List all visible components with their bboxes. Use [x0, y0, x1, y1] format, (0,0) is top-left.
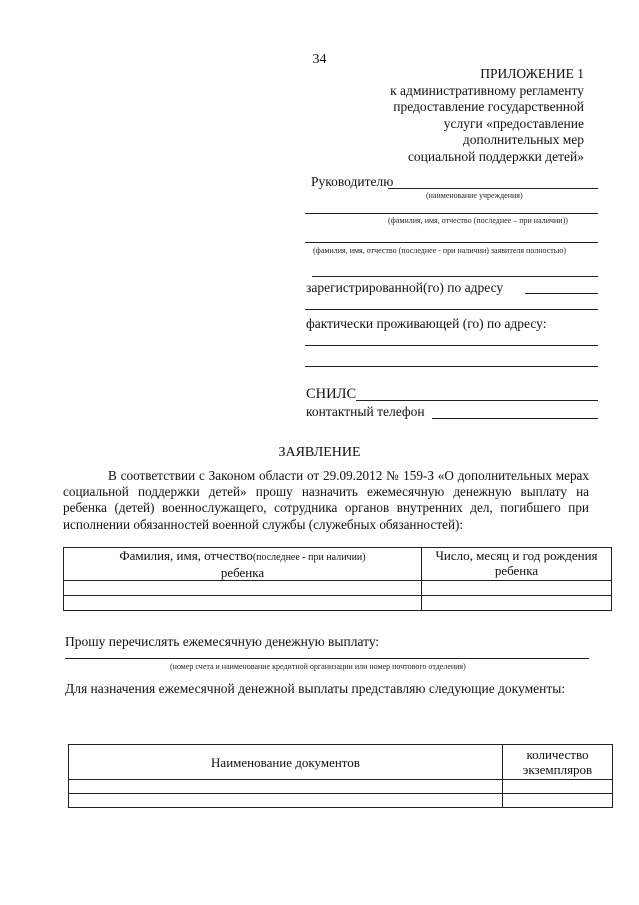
registered-field[interactable] — [525, 293, 598, 294]
actual-field-2[interactable] — [305, 366, 598, 367]
blank-line[interactable] — [312, 276, 598, 277]
actual-label: фактически проживающей (го) по адресу: — [306, 316, 547, 331]
children-col1-header — [64, 548, 422, 581]
children-col2-line2: ребенка — [494, 563, 539, 578]
children-col1-small: (последнее - при наличии) — [252, 552, 366, 563]
appendix-line: социальной поддержки детей» — [407, 148, 584, 164]
registered-field-2[interactable] — [305, 309, 598, 310]
transfer-hint: (номер счета и наименование кредитной организации или номер почтового отделения) — [170, 662, 466, 671]
table-cell[interactable] — [422, 596, 612, 611]
table-cell[interactable] — [69, 794, 503, 808]
page-number: 34 — [312, 52, 327, 67]
children-col2-line1: Число, месяц и год рождения — [435, 548, 598, 563]
head-field[interactable] — [388, 188, 598, 189]
documents-intro: Для назначения ежемесячной денежной выплаты представляю следующие документы: — [65, 681, 566, 696]
children-col1-tail: ребенка — [220, 565, 265, 580]
appendix-line: дополнительных мер — [462, 132, 584, 147]
registered-label: зарегистрированной(го) по адресу — [306, 280, 504, 295]
table-cell[interactable] — [503, 794, 613, 808]
transfer-field[interactable] — [65, 658, 589, 659]
table-cell[interactable] — [422, 581, 612, 596]
main-paragraph: В соответствии с Законом области от 29.09.2012 № 159-З «О дополнительных мерах социальной поддержки детей» прошу назначить ежемесячную денежную выплату на ребенка (детей) военнослужащего, сотрудника органов внутренних дел, погибшего при исполнении обязанностей военной службы (служебных обязанностей): — [63, 468, 589, 532]
fio-hint: (фамилия, имя, отчество (последнее – при наличии)) — [388, 216, 568, 225]
applicant-hint: (фамилия, имя, отчество (последнее - при наличии) заявителя полностью) — [313, 246, 567, 255]
fio-field[interactable] — [305, 213, 598, 214]
documents-col1-header: Наименование документов — [69, 745, 503, 780]
appendix-block — [390, 66, 584, 165]
actual-field-1[interactable] — [305, 345, 598, 346]
document-title: ЗАЯВЛЕНИЕ — [278, 445, 361, 460]
documents-col2-line2: экземпляров — [522, 762, 593, 777]
documents-col2-line1: количество — [526, 747, 589, 762]
table-cell[interactable] — [503, 780, 613, 794]
phone-field[interactable] — [432, 418, 598, 419]
appendix-line: предоставление государственной — [393, 99, 584, 114]
children-col2-header — [422, 548, 612, 581]
documents-table — [68, 744, 613, 808]
appendix-line: ПРИЛОЖЕНИЕ 1 — [480, 66, 584, 81]
table-cell[interactable] — [64, 581, 422, 596]
documents-col2-header — [503, 745, 613, 780]
applicant-field[interactable] — [305, 242, 598, 243]
snils-field[interactable] — [356, 400, 598, 401]
snils-label: СНИЛС — [306, 386, 357, 402]
transfer-label: Прошу перечислять ежемесячную денежную выплату: — [65, 634, 380, 649]
table-cell[interactable] — [69, 780, 503, 794]
head-hint: (наименование учреждения) — [426, 191, 523, 200]
appendix-line: к административному регламенту — [390, 82, 584, 98]
phone-label: контактный телефон — [306, 404, 425, 419]
appendix-line: услуги «предоставление — [443, 115, 584, 131]
table-cell[interactable] — [64, 596, 422, 611]
children-table — [63, 547, 612, 611]
head-label: Руководителю — [311, 174, 394, 189]
children-col1-main: Фамилия, имя, отчество — [119, 548, 253, 563]
